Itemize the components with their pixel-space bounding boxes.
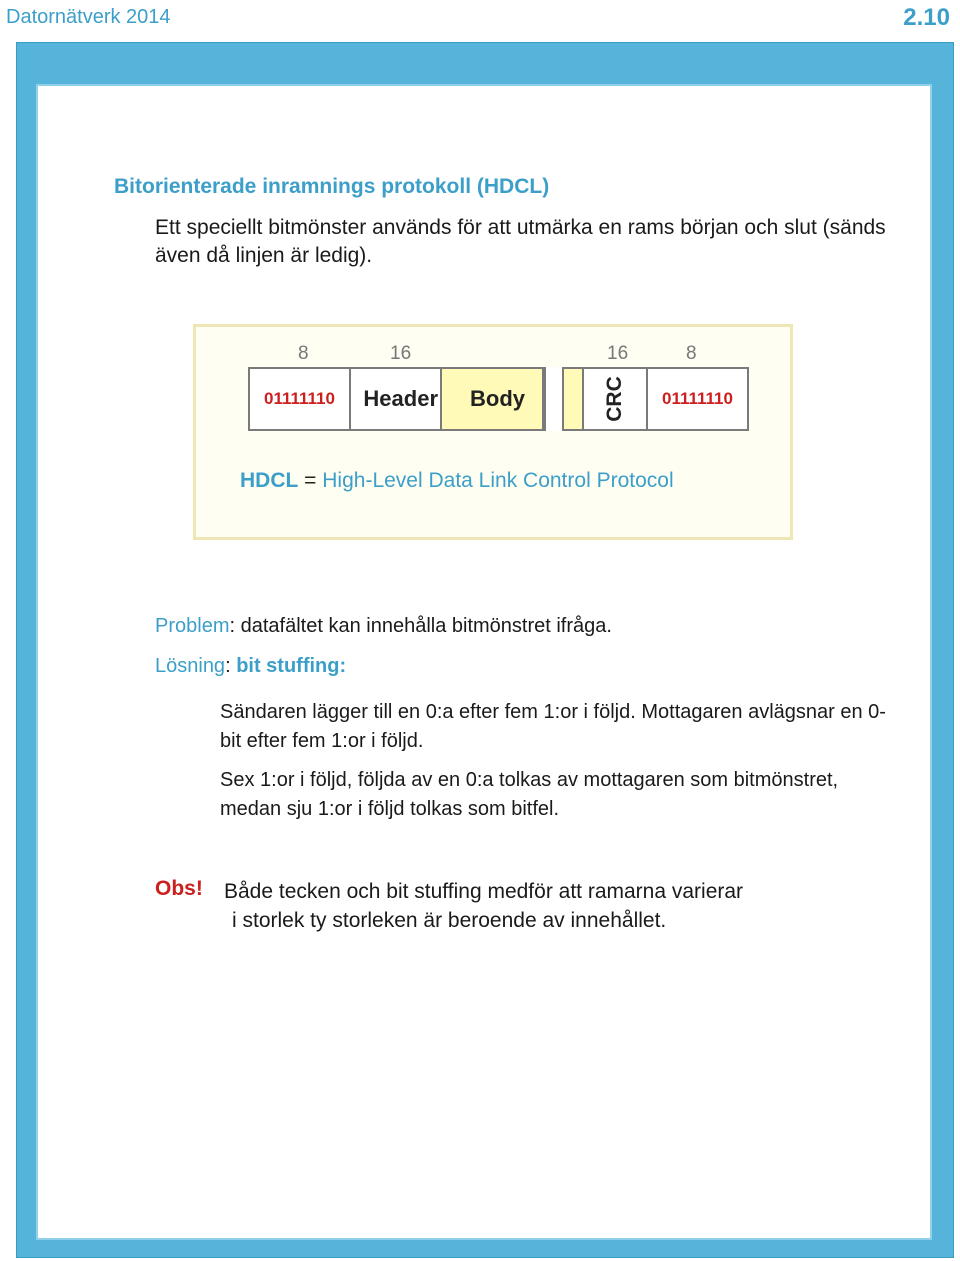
paragraph-interpretation: Sex 1:or i följd, följda av en 0:a tolkas av mottagaren som bitmönstret, medan sju 1:or i följd tolkas som bitfel. <box>220 769 839 820</box>
course-title: Datornätverk 2014 <box>6 6 171 28</box>
field-flag-start: 01111110 <box>248 367 351 431</box>
diagram-legend <box>240 469 674 493</box>
obs-line-1: Både tecken och bit stuffing medför att ramarna varierar <box>224 880 744 903</box>
obs-note <box>224 877 884 935</box>
bit-count-flag-start: 8 <box>298 343 309 364</box>
slide-title: Bitorienterade inramnings protokoll (HDCL) <box>114 175 550 198</box>
problem-label: Problem <box>155 615 230 637</box>
problem-text: datafältet kan innehålla bitmönstret ifråga. <box>240 615 612 637</box>
problem-colon: : <box>229 615 241 637</box>
legend-abbr: HDCL <box>240 469 299 492</box>
bit-count-header: 16 <box>390 343 412 364</box>
legend-separator: = <box>298 469 323 492</box>
bit-count-crc: 16 <box>607 343 629 364</box>
slide-number: 2.10 <box>903 4 950 31</box>
obs-line-2: i storlek ty storleken är beroende av innehållet. <box>232 909 667 932</box>
obs-label: Obs! <box>155 877 203 900</box>
intro-text: Ett speciellt bitmönster används för att utmärka en rams början och slut (sänds även då linjen är ledig). <box>155 216 886 267</box>
bit-count-flag-end: 8 <box>686 343 697 364</box>
solution-method: bit stuffing: <box>236 655 347 677</box>
solution-colon: : <box>225 655 237 677</box>
paragraph-sender-receiver: Sändaren lägger till en 0:a efter fem 1:or i följd. Mottagaren avlägsnar en 0-bit efter fem 1:or i följd. <box>220 701 886 752</box>
solution-line <box>155 655 346 678</box>
solution-label: Lösning <box>155 655 226 677</box>
hdcl-frame-diagram <box>193 324 793 540</box>
body-continuation <box>562 367 584 431</box>
legend-expansion: High-Level Data Link Control Protocol <box>322 469 674 492</box>
field-crc <box>582 367 648 431</box>
crc-label: CRC <box>603 376 626 422</box>
field-flag-end: 01111110 <box>646 367 749 431</box>
field-body: Body <box>440 367 544 431</box>
body-gap <box>544 367 564 431</box>
problem-line <box>155 615 612 638</box>
field-header: Header <box>349 367 442 431</box>
